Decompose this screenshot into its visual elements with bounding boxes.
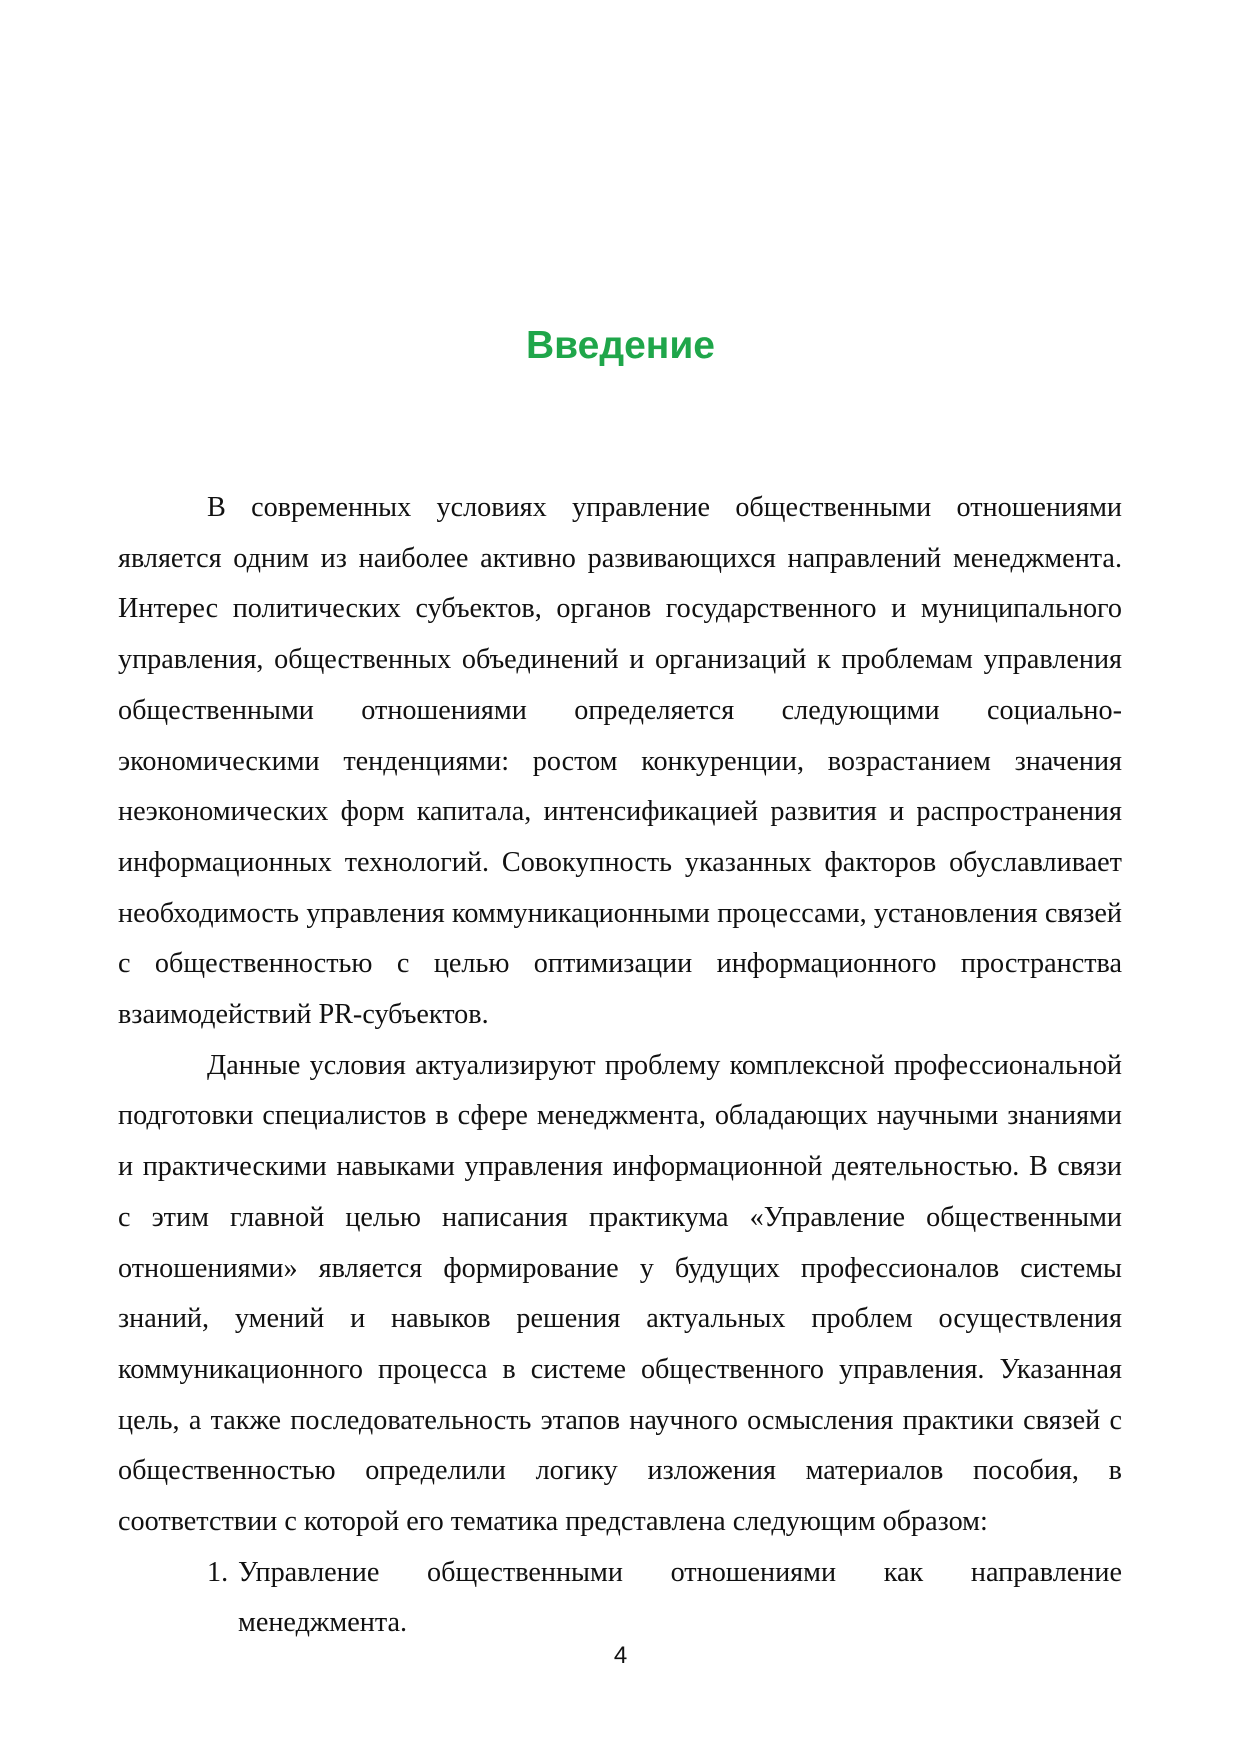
paragraph-intro: В современных условиях управление общественными отношениями является одним из наиболее активно развивающихся направлений менеджмента. Интерес политических субъектов, органов государственного и муниципального управления, общественных объединений и организаций к проблемам управления общественными отношениями определяется следующими социально-экономическими тенденциями: ростом конкуренции, возрастанием значения неэкономических форм капитала, интенсификацией развития и распространения информационных технологий. Совокупность указанных факторов обуславливает необходимость управления коммуникационными процессами, установления связей с общественностью с целью оптимизации информационного пространства взаимодействий PR-субъектов.	[118, 492, 1122, 1031]
list-item-number: 1.	[207, 1556, 229, 1588]
list-item	[118, 1548, 1122, 1649]
list-item-text: Управление общественными отношениями как направление менеджмента.	[238, 1556, 1122, 1639]
body-text	[118, 483, 1122, 1649]
topics-list	[118, 1548, 1122, 1649]
page-number: 4	[613, 1642, 628, 1669]
page-title: Введение	[526, 324, 715, 367]
paragraph-goal: Данные условия актуализируют проблему комплексной профессиональной подготовки специалистов в сфере менеджмента, обладающих научными знаниями и практическими навыками управления информационной деятельностью. В связи с этим главной целью написания практикума «Управление общественными отношениями» является формирование у будущих профессионалов системы знаний, умений и навыков решения актуальных проблем осуществления коммуникационного процесса в системе общественного управления. Указанная цель, а также последовательность этапов научного осмысления практики связей с общественностью определили логику изложения материалов пособия, в соответствии с которой его тематика представлена следующим образом:	[118, 1049, 1122, 1538]
